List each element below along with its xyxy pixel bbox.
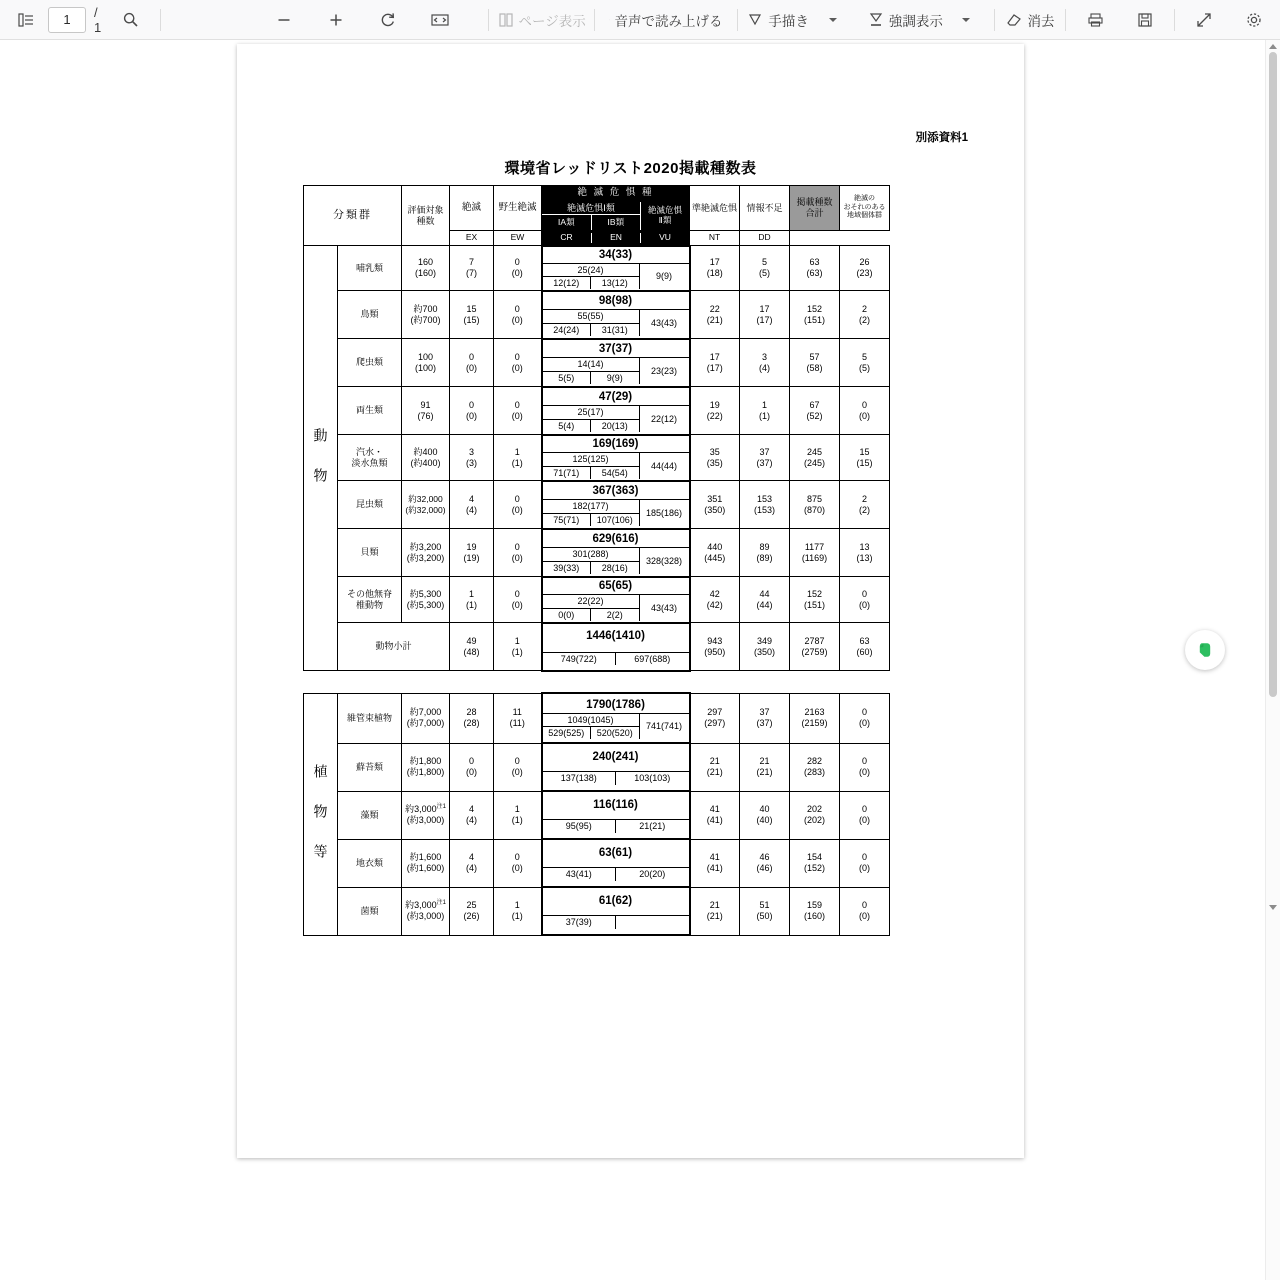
cell-cren: 125(125): [543, 453, 639, 466]
cell-lp: 0 (0): [840, 693, 890, 743]
cell-en: 54(54): [601, 467, 628, 478]
cell-en: 107(106): [596, 514, 633, 525]
cell-evaluated: 91 (76): [402, 387, 450, 435]
cell-cr: 5(4): [543, 420, 592, 432]
cell-nt: 351 (350): [690, 481, 740, 529]
print-button[interactable]: [1075, 5, 1115, 35]
cell-threatened: [542, 339, 690, 387]
eraser-icon: [1006, 12, 1023, 28]
cell-lp: 0 (0): [840, 577, 890, 623]
table-row: [304, 291, 890, 339]
minus-icon: [276, 12, 292, 28]
cell-threatened: [542, 435, 690, 481]
cell-cren: 25(17): [543, 406, 639, 419]
cell-threat-total: 240(241): [592, 751, 639, 764]
cell-lp: 0 (0): [840, 791, 890, 839]
cell-vu: 44(44): [650, 460, 677, 471]
cell-cr: 37(39): [543, 916, 617, 928]
cell-cren: 22(22): [543, 595, 639, 608]
cell-threat-total: 98(98): [598, 295, 633, 308]
table-row: [304, 743, 890, 791]
page-number-input[interactable]: [48, 7, 86, 33]
cell-cr: 95(95): [543, 820, 617, 832]
cell-en: 697(688): [634, 653, 671, 664]
cell-cr: 137(138): [543, 772, 617, 784]
cell-ew: 1 (1): [494, 887, 542, 935]
highlight-options-button[interactable]: [945, 5, 985, 35]
cell-vu: [616, 916, 689, 928]
table-row: [304, 791, 890, 839]
cell-ew: 0 (0): [494, 339, 542, 387]
cell-threatened: [542, 529, 690, 577]
table-header-row-1: [304, 186, 890, 202]
cell-nt: 42 (42): [690, 577, 740, 623]
highlighter-icon: [868, 12, 884, 28]
row-name: 汽水・ 淡水魚類: [338, 435, 402, 481]
cell-nt: 22 (21): [690, 291, 740, 339]
row-name: 貝類: [338, 529, 402, 577]
cell-cr: 43(41): [543, 868, 617, 880]
cell-evaluated: 100 (100): [402, 339, 450, 387]
cell-en: 20(13): [601, 420, 628, 431]
cell-ew: 0 (0): [494, 529, 542, 577]
toolbar-divider: [160, 9, 161, 31]
page-count-label: / 1: [94, 4, 102, 35]
cell-threat-total: 34(33): [598, 248, 633, 261]
cell-cren: 182(177): [543, 500, 639, 513]
cell-threatened: [542, 693, 690, 743]
gear-icon: [1245, 11, 1263, 29]
cell-vu: 328(328): [645, 555, 683, 566]
scroll-up-arrow[interactable]: [1269, 44, 1277, 49]
table-row: [304, 529, 890, 577]
cell-nt: 17 (18): [690, 246, 740, 291]
cell-ex: 15 (15): [450, 291, 494, 339]
erase-label: 消去: [1027, 13, 1055, 29]
cell-ex: 4 (4): [450, 791, 494, 839]
table-row-subtotal: [304, 623, 890, 671]
cell-threatened: [542, 839, 690, 887]
cell-evaluated: 約32,000 (約32,000): [402, 481, 450, 529]
row-name: 藻類: [338, 791, 402, 839]
cell-nt: 35 (35): [690, 435, 740, 481]
row-name: 昆虫類: [338, 481, 402, 529]
document-note: 別添資料1: [915, 132, 968, 144]
cell-dd: 349 (350): [740, 623, 790, 671]
table-row: [304, 387, 890, 435]
code-nt: NT: [690, 231, 740, 246]
cell-dd: 37 (37): [740, 435, 790, 481]
cell-total: 67 (52): [790, 387, 840, 435]
cell-threatened: [542, 577, 690, 623]
svg-text:A: [609, 19, 610, 20]
cell-ex: 1 (1): [450, 577, 494, 623]
pen-icon: [747, 12, 763, 28]
cell-dd: 3 (4): [740, 339, 790, 387]
rotate-button[interactable]: [368, 5, 408, 35]
cell-ew: 0 (0): [494, 743, 542, 791]
header-lp: 絶滅の おそれのある 地域個体群: [840, 186, 890, 231]
cell-threatened: [542, 887, 690, 935]
read-aloud-label: 音声で読み上げる: [614, 13, 723, 29]
header-threatened: 絶 滅 危 惧 種: [542, 186, 690, 202]
cell-total: 63 (63): [790, 246, 840, 291]
row-name: 維管束植物: [338, 693, 402, 743]
cell-cren: 14(14): [543, 358, 639, 371]
header-vu-class: 絶滅危惧 Ⅱ類: [647, 205, 682, 225]
draw-label: 手描き: [768, 13, 809, 29]
cell-dd: 5 (5): [740, 246, 790, 291]
cell-vu: 22(12): [650, 413, 677, 424]
cell-threatened: [542, 623, 690, 671]
cell-dd: 46 (46): [740, 839, 790, 887]
table-row: [304, 839, 890, 887]
header-total: 掲載種数 合計: [790, 186, 840, 231]
code-cr-en-vu: [542, 231, 690, 246]
cell-cr: 75(71): [543, 514, 592, 526]
section-label-plants: 植 物 等: [304, 693, 338, 935]
evernote-icon: [1195, 640, 1215, 660]
cell-lp: 0 (0): [840, 743, 890, 791]
toolbar-divider-6: [1065, 9, 1066, 31]
cell-en: 28(16): [601, 562, 628, 573]
footnote-marker: 注1: [436, 804, 446, 811]
fit-page-button[interactable]: [420, 5, 460, 35]
section-label-animals: 動 物: [304, 246, 338, 671]
plus-icon: [328, 12, 344, 28]
find-button[interactable]: [111, 5, 151, 35]
cell-cren: 55(55): [543, 310, 639, 323]
cell-total: 1177 (1169): [790, 529, 840, 577]
cell-threat-total: 61(62): [598, 895, 633, 908]
cell-nt: 41 (41): [690, 791, 740, 839]
cell-cr: 71(71): [543, 467, 592, 479]
cell-cr: 749(722): [543, 653, 617, 665]
pdf-toolbar: [0, 0, 1280, 40]
cell-evaluated: 160 (160): [402, 246, 450, 291]
cell-cren: 1049(1045): [543, 714, 639, 727]
cell-threat-total: 367(363): [592, 485, 639, 498]
rotate-icon: [379, 11, 397, 29]
cell-dd: 51 (50): [740, 887, 790, 935]
page-view-button[interactable]: [498, 5, 585, 35]
cell-lp: 2 (2): [840, 481, 890, 529]
cell-en: 31(31): [601, 324, 628, 335]
cell-evaluated: 約1,600 (約1,600): [402, 839, 450, 887]
cell-cr: 5(5): [543, 372, 592, 384]
row-name: 両生類: [338, 387, 402, 435]
cell-cr: 529(525): [543, 727, 592, 739]
cell-lp: 63 (60): [840, 623, 890, 671]
table-row: [304, 339, 890, 387]
row-name: 地衣類: [338, 839, 402, 887]
cell-dd: 40 (40): [740, 791, 790, 839]
cell-threat-total: 169(169): [592, 438, 639, 451]
cell-ew: 0 (0): [494, 481, 542, 529]
table-row: [304, 693, 890, 743]
cell-total: 57 (58): [790, 339, 840, 387]
footnote-marker: 注1: [436, 900, 446, 907]
cell-evaluated: 約5,300 (約5,300): [402, 577, 450, 623]
cell-vu: 43(43): [650, 602, 677, 613]
row-name: 菌類: [338, 887, 402, 935]
cell-total: 875 (870): [790, 481, 840, 529]
cell-nt: 297 (297): [690, 693, 740, 743]
cell-threat-total: 629(616): [592, 533, 639, 546]
pdf-viewer[interactable]: [0, 40, 1280, 1280]
cell-cr: 24(24): [543, 324, 592, 336]
cell-nt: 21 (21): [690, 887, 740, 935]
code-vu: VU: [659, 231, 671, 242]
cell-ex: 0 (0): [450, 387, 494, 435]
cell-en: 2(2): [606, 609, 623, 620]
header-extinct: 絶滅: [450, 186, 494, 231]
cell-evaluated: 約1,800 (約1,800): [402, 743, 450, 791]
fullscreen-button[interactable]: [1184, 5, 1224, 35]
cell-vu: 23(23): [650, 365, 677, 376]
cell-ex: 49 (48): [450, 623, 494, 671]
code-cr: CR: [542, 233, 592, 243]
cell-threatened: [542, 291, 690, 339]
header-group: 分類群: [304, 186, 402, 246]
cell-nt: 19 (22): [690, 387, 740, 435]
cell-threat-total: 116(116): [593, 799, 638, 812]
erase-button[interactable]: [1004, 5, 1057, 35]
draw-button[interactable]: [746, 5, 809, 35]
cell-total: 152 (151): [790, 577, 840, 623]
cell-vu: 103(103): [634, 773, 671, 784]
table-row: [304, 246, 890, 291]
scrollbar-thumb[interactable]: [1269, 52, 1277, 697]
cell-nt: 21 (21): [690, 743, 740, 791]
code-ex: EX: [450, 231, 494, 246]
cell-ew: 0 (0): [494, 291, 542, 339]
cell-vu: 43(43): [650, 317, 677, 328]
toolbar-divider-5: [994, 9, 995, 31]
toolbar-divider-7: [1174, 9, 1175, 31]
chevron-down-icon: [829, 18, 837, 22]
cell-cren: 301(288): [543, 548, 639, 561]
cell-evaluated: 約7,000 (約7,000): [402, 693, 450, 743]
cell-threat-total: 63(61): [598, 847, 633, 860]
cell-evaluated: 約3,000$^{注1}$ (約3,000): [402, 887, 450, 935]
row-name: 哺乳類: [338, 246, 402, 291]
cell-dd: 21 (21): [740, 743, 790, 791]
cell-ew: 1 (1): [494, 791, 542, 839]
cell-dd: 1 (1): [740, 387, 790, 435]
draw-options-button[interactable]: [812, 5, 852, 35]
header-cr-class: ⅠA類: [542, 215, 592, 230]
cell-total: 2163 (2159): [790, 693, 840, 743]
cell-ew: 0 (0): [494, 246, 542, 291]
cell-lp: 26 (23): [840, 246, 890, 291]
cell-ew: 0 (0): [494, 577, 542, 623]
cell-vu: 741(741): [645, 721, 683, 732]
table-row: [304, 435, 890, 481]
cell-total: 282 (283): [790, 743, 840, 791]
row-name: 爬虫類: [338, 339, 402, 387]
sidebar-icon: [18, 12, 34, 28]
cell-threatened: [542, 791, 690, 839]
cell-threatened: [542, 387, 690, 435]
cell-dd: 153 (153): [740, 481, 790, 529]
header-extinct-wild: 野生絶滅: [494, 186, 542, 231]
toolbar-divider-4: [737, 9, 738, 31]
cell-lp: 2 (2): [840, 291, 890, 339]
cell-ex: 25 (26): [450, 887, 494, 935]
cell-nt: 440 (445): [690, 529, 740, 577]
highlight-button[interactable]: [868, 5, 943, 35]
cell-dd: 44 (44): [740, 577, 790, 623]
cell-dd: 17 (17): [740, 291, 790, 339]
cell-nt: 943 (950): [690, 623, 740, 671]
cell-ex: 4 (4): [450, 481, 494, 529]
cell-threat-total: 1446(1410): [586, 629, 645, 642]
cell-total: 152 (151): [790, 291, 840, 339]
cell-en: 13(12): [601, 278, 628, 289]
save-icon: [1137, 12, 1153, 28]
header-evaluated: 評価対象 種数: [402, 186, 450, 246]
cell-ex: 4 (4): [450, 839, 494, 887]
cell-lp: 0 (0): [840, 887, 890, 935]
cell-threatened: [542, 246, 690, 291]
fit-width-icon: [430, 12, 450, 28]
chevron-down-icon: [962, 18, 970, 22]
cell-en: 9(9): [606, 372, 623, 383]
cell-lp: 0 (0): [840, 839, 890, 887]
header-cr-en-vu: [542, 202, 690, 231]
cell-ex: 19 (19): [450, 529, 494, 577]
redlist-table-plants: [303, 692, 890, 936]
header-cren: 絶滅危惧Ⅰ類: [542, 202, 640, 215]
cell-cr: 12(12): [543, 277, 592, 289]
cell-threat-total: 37(37): [598, 343, 633, 356]
cell-cren: 25(24): [543, 264, 639, 277]
evernote-clipper-button[interactable]: [1185, 630, 1225, 670]
cell-cr: 39(33): [543, 562, 592, 574]
cell-vu: 9(9): [655, 271, 672, 282]
cell-total: 202 (202): [790, 791, 840, 839]
scroll-down-arrow[interactable]: [1269, 905, 1277, 910]
cell-ew: 0 (0): [494, 839, 542, 887]
table-row: [304, 887, 890, 935]
viewer-scrollbar[interactable]: [1265, 40, 1280, 1280]
cell-ex: 7 (7): [450, 246, 494, 291]
cell-threat-total: 1790(1786): [586, 698, 645, 711]
pdf-page-content: [237, 44, 1024, 928]
cell-ex: 3 (3): [450, 435, 494, 481]
row-name-subtotal: 動物小計: [338, 623, 450, 671]
settings-button[interactable]: [1234, 5, 1274, 35]
cell-ew: 11 (11): [494, 693, 542, 743]
header-en-class: ⅠB類: [607, 216, 625, 227]
cell-threat-total: 47(29): [598, 391, 633, 404]
cell-lp: 5 (5): [840, 339, 890, 387]
cell-ew: 0 (0): [494, 387, 542, 435]
toolbar-divider-3: [594, 9, 595, 31]
redlist-table-animals: [303, 185, 890, 672]
fullscreen-icon: [1196, 12, 1212, 28]
cell-nt: 17 (17): [690, 339, 740, 387]
cell-lp: 15 (15): [840, 435, 890, 481]
cell-evaluated: 約3,000$^{注1}$ (約3,000): [402, 791, 450, 839]
zoom-in-button[interactable]: [316, 5, 356, 35]
cell-vu: 21(21): [639, 821, 666, 832]
code-dd: DD: [740, 231, 790, 246]
header-nt: 準絶滅危惧: [690, 186, 740, 231]
table-row: [304, 481, 890, 529]
search-icon: [122, 11, 139, 28]
cell-en: 520(520): [596, 728, 633, 739]
save-button[interactable]: [1125, 5, 1165, 35]
cell-threatened: [542, 481, 690, 529]
cell-dd: 37 (37): [740, 693, 790, 743]
cell-ew: 1 (1): [494, 623, 542, 671]
print-icon: [1087, 12, 1104, 28]
cell-lp: 13 (13): [840, 529, 890, 577]
cell-ex: 0 (0): [450, 743, 494, 791]
cell-lp: 0 (0): [840, 387, 890, 435]
cell-threat-total: 65(65): [598, 580, 633, 593]
cell-vu: 185(186): [645, 507, 683, 518]
cell-evaluated: 約400 (約400): [402, 435, 450, 481]
row-name: 蘚苔類: [338, 743, 402, 791]
cell-total: 154 (152): [790, 839, 840, 887]
cell-total: 245 (245): [790, 435, 840, 481]
row-name: その他無脊 椎動物: [338, 577, 402, 623]
cell-dd: 89 (89): [740, 529, 790, 577]
sidebar-toggle-button[interactable]: [6, 5, 46, 35]
cell-ex: 28 (28): [450, 693, 494, 743]
code-en: EN: [592, 233, 641, 243]
page-view-icon: [498, 12, 514, 28]
cell-cr: 0(0): [543, 609, 592, 621]
cell-threatened: [542, 743, 690, 791]
cell-total: 2787 (2759): [790, 623, 840, 671]
cell-nt: 41 (41): [690, 839, 740, 887]
cell-ew: 1 (1): [494, 435, 542, 481]
cell-vu: 20(20): [639, 869, 666, 880]
highlight-label: 強調表示: [888, 13, 943, 29]
row-name: 鳥類: [338, 291, 402, 339]
cell-ex: 0 (0): [450, 339, 494, 387]
read-aloud-button[interactable]: [604, 5, 728, 35]
code-ew: EW: [494, 231, 542, 246]
page-view-label: ページ表示: [518, 13, 586, 29]
zoom-out-button[interactable]: [264, 5, 304, 35]
read-aloud-icon: [609, 12, 610, 28]
table-row: [304, 577, 890, 623]
document-title: 環境省レッドリスト2020掲載種数表: [504, 160, 757, 177]
cell-evaluated: 約3,200 (約3,200): [402, 529, 450, 577]
toolbar-divider-2: [488, 9, 489, 31]
cell-evaluated: 約700 (約700): [402, 291, 450, 339]
header-dd: 情報不足: [740, 186, 790, 231]
cell-total: 159 (160): [790, 887, 840, 935]
